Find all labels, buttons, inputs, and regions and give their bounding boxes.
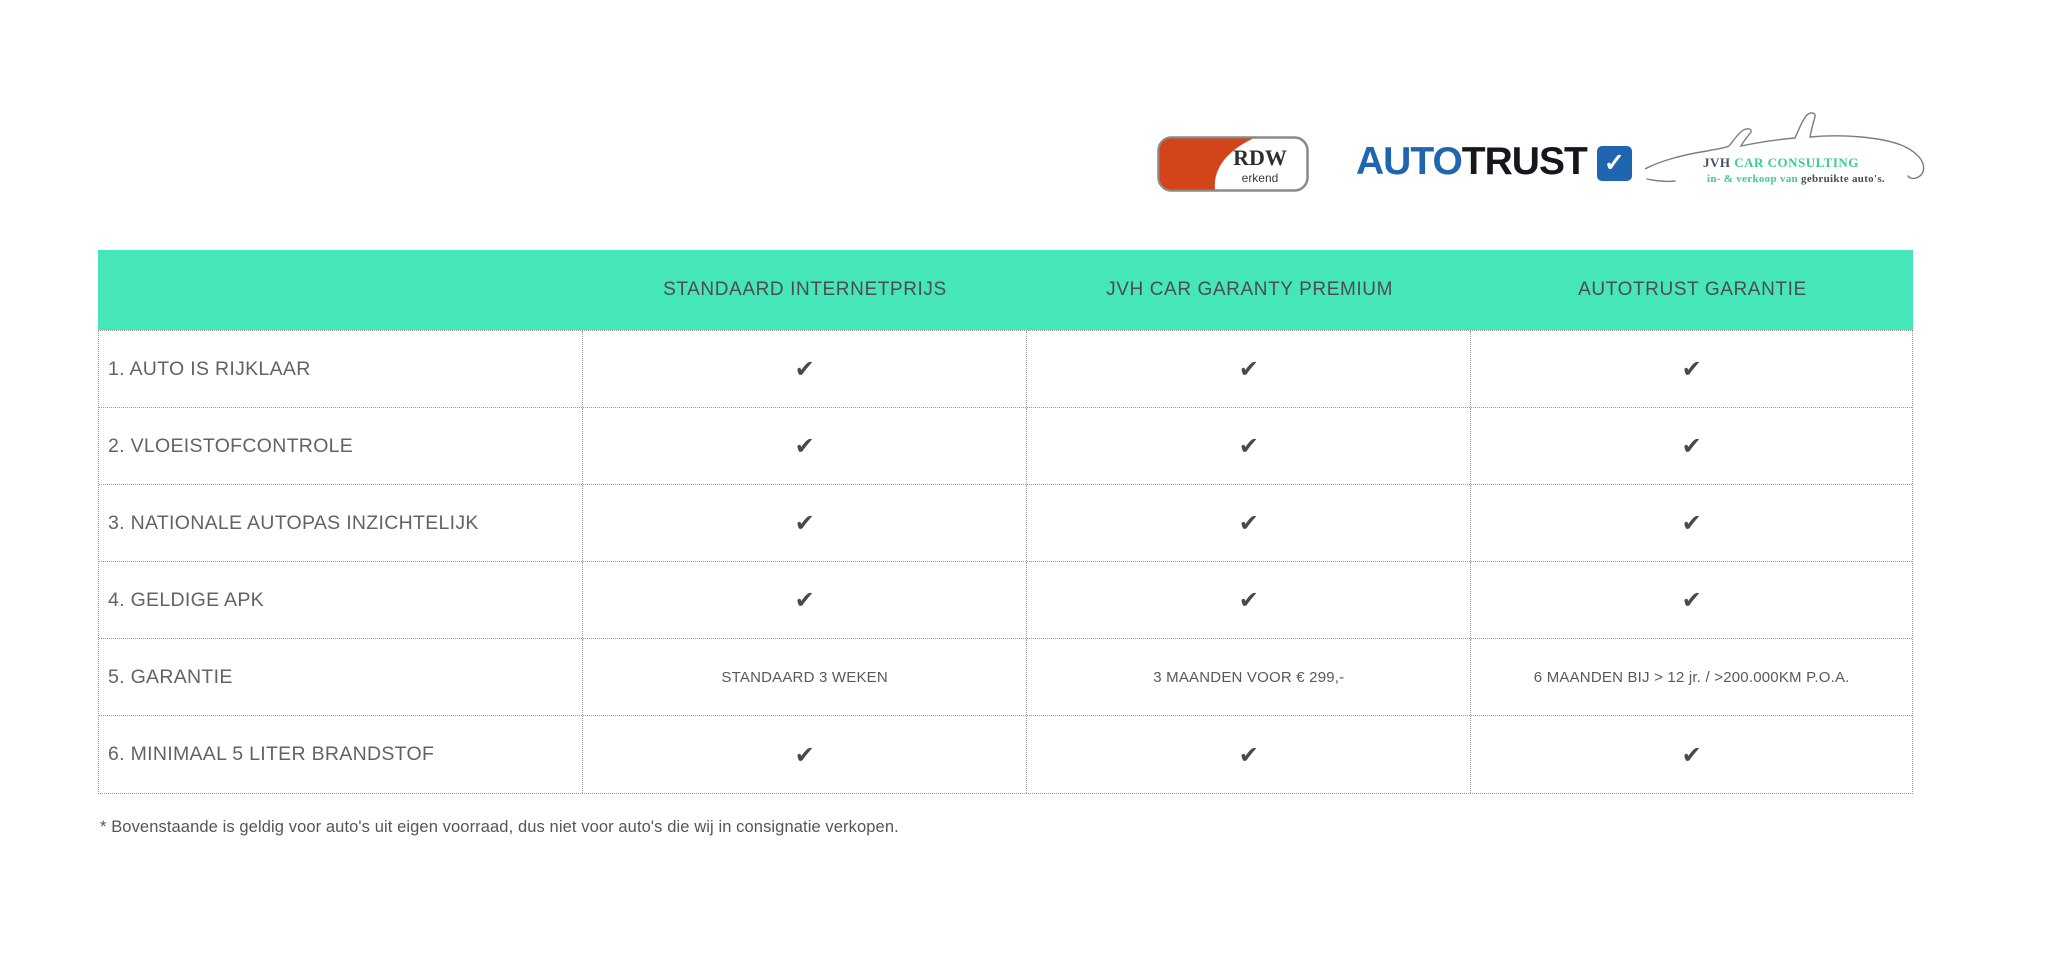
check-icon: ✔ (583, 562, 1027, 638)
check-icon: ✔ (1681, 509, 1702, 537)
header-cell-empty (98, 250, 583, 330)
table-header-row (98, 250, 1913, 330)
row-label: 4. GELDIGE APK (99, 562, 583, 638)
jvh-logo-car-consulting: CAR CONSULTING (1734, 155, 1859, 170)
check-icon: ✔ (1027, 562, 1471, 638)
check-icon: ✔ (1027, 408, 1471, 484)
check-icon: ✔ (1027, 485, 1471, 561)
autotrust-word-trust: TRUST (1461, 140, 1587, 183)
row-label: 5. GARANTIE (99, 639, 583, 715)
check-icon: ✔ (583, 408, 1027, 484)
header-cell-standaard-internetprijs: STANDAARD INTERNETPRIJS (663, 279, 947, 300)
rdw-erkend-logo (1157, 136, 1309, 192)
header-cell-autotrust-garantie: AUTOTRUST GARANTIE (1578, 279, 1807, 300)
table-row (99, 331, 1912, 408)
header-cell-jvh-car-garanty-premium: JVH CAR GARANTY PREMIUM (1106, 279, 1394, 300)
check-icon: ✔ (1027, 331, 1471, 407)
jvh-logo-jvh: JVH (1703, 155, 1735, 170)
rdw-subtitle-text: erkend (1241, 171, 1279, 185)
autotrust-word-auto: AUTO (1356, 140, 1462, 183)
check-icon: ✔ (1027, 716, 1471, 793)
row-label: 2. VLOEISTOFCONTROLE (99, 408, 583, 484)
cell-text: 3 MAANDEN VOOR € 299,- (1027, 639, 1471, 715)
jvh-logo-tagline-green: in- & verkoop van (1707, 173, 1802, 185)
check-icon: ✔ (1681, 586, 1702, 614)
check-icon: ✔ (1681, 355, 1702, 383)
check-icon: ✔ (583, 331, 1027, 407)
check-icon: ✔ (1681, 740, 1702, 769)
cell-text: STANDAARD 3 WEKEN (583, 639, 1027, 715)
table-body (98, 330, 1913, 794)
jvh-logo-line1 (1703, 155, 1859, 171)
jvh-logo-line2 (1707, 173, 1885, 185)
check-icon: ✔ (583, 716, 1027, 793)
check-icon: ✔ (1681, 432, 1702, 460)
rdw-title-text: RDW (1233, 145, 1287, 170)
cell-text: 6 MAANDEN BIJ > 12 jr. / >200.000KM P.O.A. (1533, 668, 1850, 686)
autotrust-logo (1356, 140, 1632, 184)
table-row (99, 639, 1912, 716)
check-icon: ✔ (583, 485, 1027, 561)
jvh-logo-tagline-dark: gebruikte auto's. (1801, 173, 1885, 185)
footnote: * Bovenstaande is geldig voor auto's uit eigen voorraad, dus niet voor auto's die wij in consignatie verkopen. (100, 818, 899, 836)
table-row (99, 716, 1912, 793)
row-label: 6. MINIMAAL 5 LITER BRANDSTOF (99, 716, 583, 793)
autotrust-wordmark (1356, 140, 1587, 184)
autotrust-check-icon: ✓ (1597, 146, 1632, 181)
table-row (99, 562, 1912, 639)
jvh-car-consulting-logo (1645, 108, 1943, 208)
row-label: 1. AUTO IS RIJKLAAR (99, 331, 583, 407)
row-label: 3. NATIONALE AUTOPAS INZICHTELIJK (99, 485, 583, 561)
logo-strip (0, 0, 2046, 230)
comparison-table (98, 250, 1913, 794)
rdw-logo-graphic (1157, 136, 1309, 192)
table-row (99, 408, 1912, 485)
table-row (99, 485, 1912, 562)
